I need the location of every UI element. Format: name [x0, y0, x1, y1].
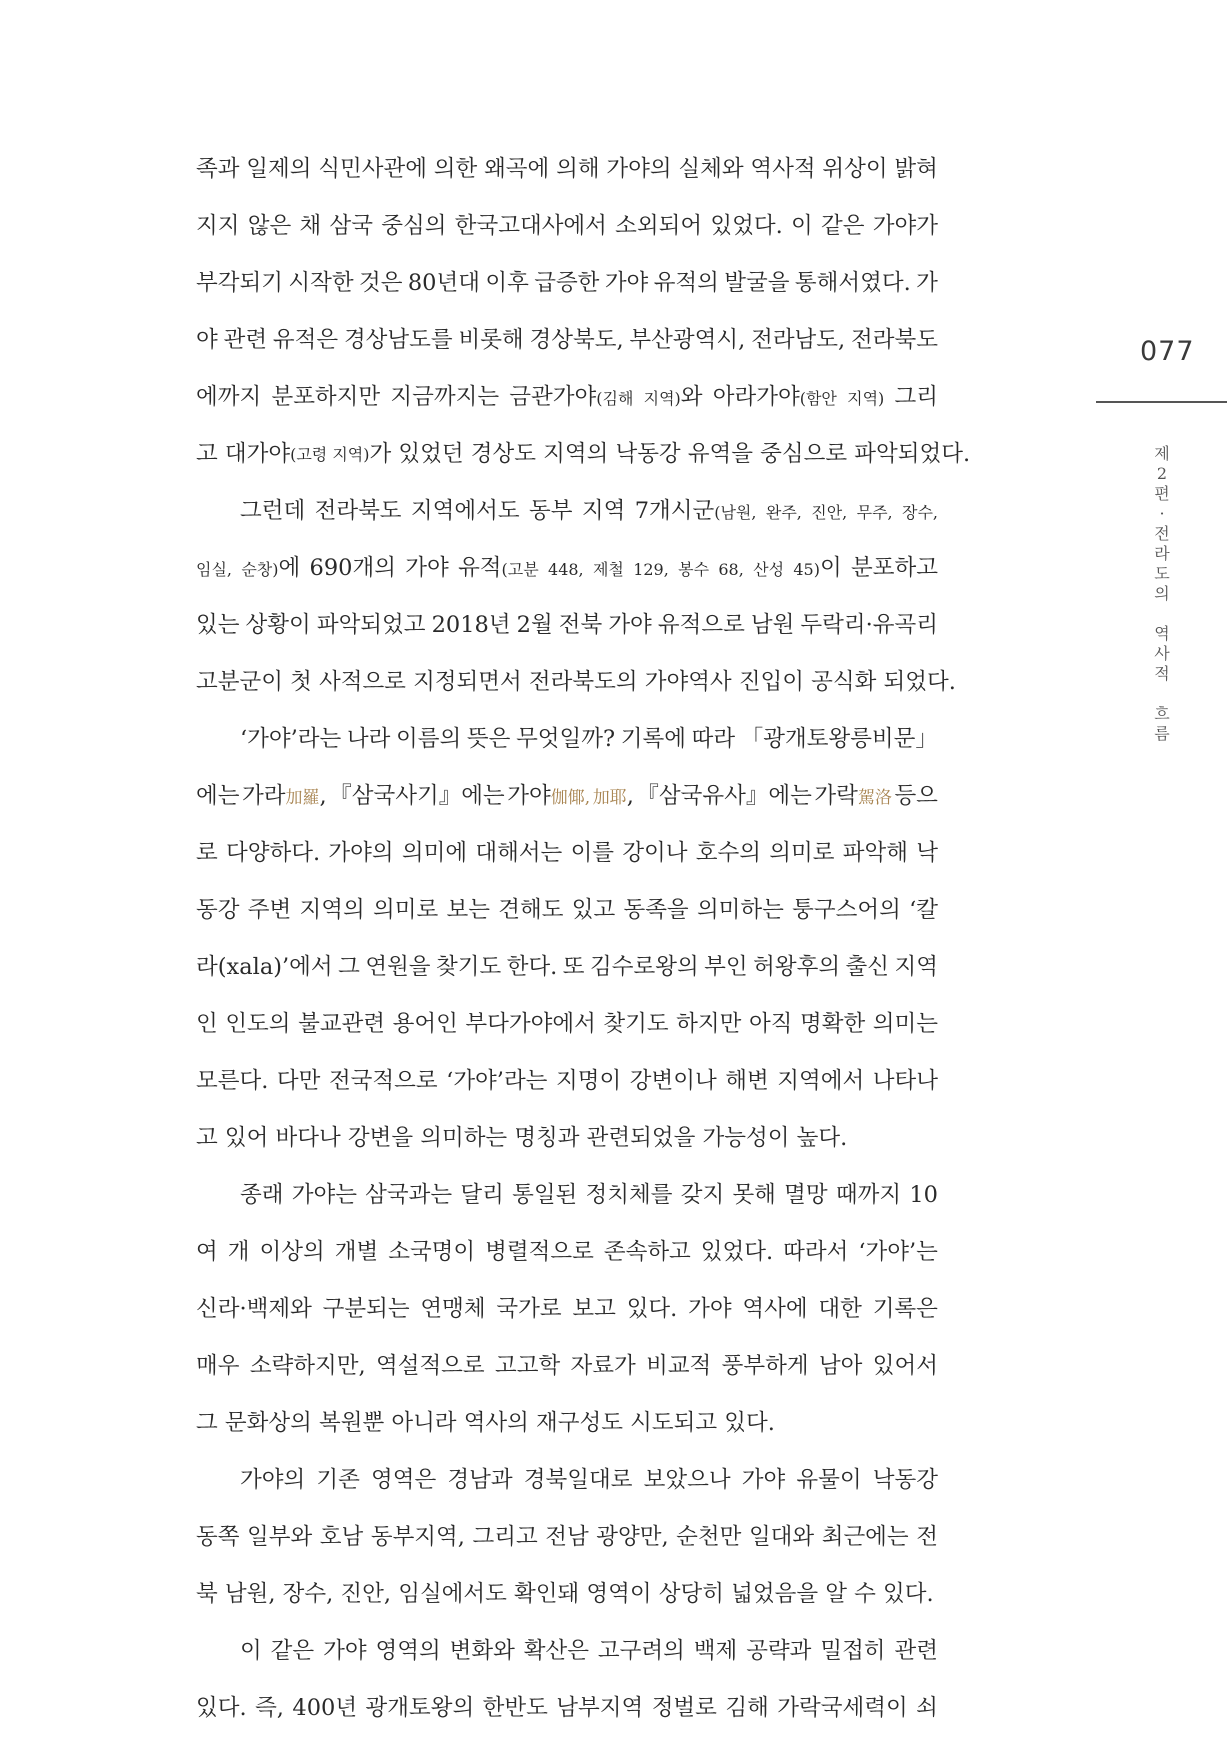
text-word: 지역 [581, 498, 626, 524]
running-head-char: 사 [1154, 644, 1170, 663]
text-word: 찾기도 [436, 954, 502, 980]
text-word: 무주, [856, 503, 893, 522]
text-word: 찾기도 [603, 1011, 669, 1037]
text-word: 풍부하게 [721, 1353, 809, 1379]
text-word: 낙 [916, 840, 938, 866]
text-word: 그런데 [240, 498, 306, 524]
text-word: 출신 [845, 954, 890, 980]
text-word: 호남 [319, 1524, 364, 1550]
text-line [196, 312, 938, 369]
text-word: 광양만, [596, 1524, 669, 1550]
text-word: 이 [791, 213, 813, 239]
text-word: 남아 [818, 1353, 863, 1379]
text-line [196, 540, 938, 597]
text-line [196, 1167, 938, 1224]
text-word: 보는 [446, 897, 490, 923]
text-word: 경남과 [447, 1467, 513, 1493]
text-word: 유물이 [796, 1467, 862, 1493]
text-word: ‘칼 [909, 897, 938, 923]
text-line [196, 1395, 938, 1452]
text-word: 전남 [545, 1524, 589, 1550]
text-word: 대한 [818, 1296, 862, 1322]
text-word: 일제의 [246, 156, 312, 182]
text-word: 10 [909, 1182, 938, 1208]
text-word: 『삼국사기』에는 [329, 783, 505, 809]
text-word: 또 [562, 954, 585, 980]
running-head-char: 의 [1154, 584, 1170, 603]
text-word: 역설적으로 [375, 1353, 485, 1379]
text-word: 공략과 [746, 1638, 812, 1664]
text-word: 정벌로 [651, 1695, 717, 1721]
text-word: 그리고 [472, 1524, 538, 1550]
text-word: 확산은 [523, 1638, 589, 1664]
text-word: 퉁구스어의 [792, 897, 901, 923]
text-word: 광개토왕의 [365, 1695, 475, 1721]
text-word: 동쪽 [196, 1524, 240, 1550]
text-word: 동부 [528, 498, 573, 524]
text-word: 파악되었고 [316, 612, 426, 638]
text-word: 위상이 [822, 156, 888, 182]
text-word: 못해 [732, 1182, 776, 1208]
running-head-char: 편 [1154, 484, 1170, 503]
text-word: 허왕후의 [753, 954, 841, 980]
text-line [196, 768, 938, 825]
text-word: 기존 [316, 1467, 360, 1493]
text-word: 부다가야에서 [465, 1011, 596, 1037]
running-head-char: · [1159, 504, 1165, 523]
text-line [196, 1566, 938, 1623]
text-word: 주변 [247, 897, 292, 923]
text-word: 2월 [516, 612, 553, 638]
text-word: 김해 [725, 1695, 769, 1721]
text-word: 정치체를 [585, 1182, 673, 1208]
text-word: 이름의 [396, 726, 462, 752]
text-word: 전국적으로 [328, 1068, 438, 1094]
text-word: 나타나 [872, 1068, 938, 1094]
text-word: 의미는 [872, 1011, 938, 1037]
text-line [196, 1281, 938, 1338]
text-word: 690개의 [309, 555, 396, 581]
text-word: 족과 [196, 156, 240, 182]
text-word: 용어인 [392, 1011, 458, 1037]
text-word: 분포하지만 [271, 384, 381, 410]
text-word: 역사에 [742, 1296, 808, 1322]
text-word: 있었다. [700, 1239, 774, 1265]
text-word: 금관가야(김해 [509, 384, 634, 410]
parenthetical-note: (고령 지역) [290, 445, 370, 464]
text-word: 가야 [323, 1638, 367, 1664]
text-word: 통일된 [512, 1182, 578, 1208]
text-word: 멸망 [784, 1182, 828, 1208]
text-line [196, 1680, 938, 1737]
text-word: 연맹체 [420, 1296, 486, 1322]
text-word: 있고 [571, 897, 616, 923]
text-word: 라(xala)’에서 [196, 954, 333, 980]
text-word: 지역)와 [643, 384, 703, 410]
text-word: 지역 [894, 954, 938, 980]
text-word: 가야 [608, 612, 652, 638]
text-word: 유적으로 [657, 612, 745, 638]
text-word: 의미하는 [696, 897, 784, 923]
text-word: 가야의 [606, 156, 672, 182]
text-word: 「광개토왕릉비문」 [740, 726, 938, 752]
text-word: 야 [196, 327, 218, 353]
text-line [196, 1224, 938, 1281]
text-word: 관련 [223, 327, 268, 353]
text-word: 있다. [626, 1296, 678, 1322]
text-word: 한국고대사에서 [454, 213, 607, 239]
text-word: 산성 [753, 560, 785, 579]
text-word: 고고학 [494, 1353, 561, 1379]
text-word: 가야의 [240, 1467, 306, 1493]
text-line [196, 597, 938, 654]
text-word: 낙동강 [872, 1467, 938, 1493]
text-word: 실체와 [678, 156, 744, 182]
text-word: 가야의 [328, 840, 394, 866]
text-word: 김수로왕의 [590, 954, 699, 980]
text-word: 제철 [592, 560, 624, 579]
text-word: 하지만 [676, 1011, 742, 1037]
text-word: 같은 [270, 1638, 315, 1664]
text-word: 가야 [688, 1296, 732, 1322]
text-word: 일대와 [748, 1524, 815, 1550]
text-line [196, 939, 938, 996]
text-word: 존속하고 [603, 1239, 691, 1265]
text-word: 가야 [741, 1467, 786, 1493]
text-word: 129, [633, 560, 669, 579]
text-line [196, 369, 938, 426]
text-word: 의한 [433, 156, 478, 182]
text-word: 종래 [240, 1182, 284, 1208]
text-word: 소외되어 [615, 213, 703, 239]
text-word: ‘가야’라는 [240, 726, 342, 752]
text-word: 채 [299, 213, 322, 239]
text-word: 고구려의 [597, 1638, 685, 1664]
running-head-char: 제 [1154, 444, 1170, 463]
text-word: 지역) [847, 389, 885, 408]
text-word: 이 [240, 1638, 262, 1664]
text-word: 지역에서도 [410, 498, 520, 524]
text-word: 80년대 [407, 270, 480, 296]
text-word: 장수, [901, 503, 938, 522]
text-word: 448, [548, 560, 584, 579]
text-word: 연원을 [365, 954, 431, 980]
text-word: 전라북도 [314, 498, 402, 524]
text-run: 가 있었던 경상도 지역의 낙동강 유역을 중심으로 파악되었다. [369, 441, 971, 467]
text-word: 가야伽倻, [507, 783, 591, 809]
running-head-char: 도 [1154, 564, 1170, 583]
text-word: 경북일대로 [523, 1467, 633, 1493]
text-word: 명확한 [799, 1011, 866, 1037]
text-line [196, 711, 938, 768]
text-run: 고 있어 바다나 강변을 의미하는 명칭과 관련되었을 가능성이 높다. [196, 1125, 848, 1151]
text-word: 왜곡에 [484, 156, 550, 182]
text-word: 가락駕洛 [814, 783, 892, 809]
text-word: 상황이 [245, 612, 311, 638]
text-word: 유적(고분 [458, 555, 539, 581]
text-word: 비롯해 [458, 327, 524, 353]
text-line [196, 255, 938, 312]
text-word: 지지 [196, 213, 240, 239]
text-word: 전라남도, [751, 327, 846, 353]
text-word: 인도의 [225, 1011, 291, 1037]
text-word: 불교관련 [298, 1011, 386, 1037]
text-word: 에까지 [196, 384, 262, 410]
text-word: ‘가야’라는 [446, 1068, 548, 1094]
text-word: 있었다. [710, 213, 783, 239]
text-word: 삼국과는 [365, 1182, 453, 1208]
text-word: 동부지역, [370, 1524, 465, 1550]
text-word: 따라 [691, 726, 736, 752]
text-word: 가야 [405, 555, 449, 581]
text-word: 한다. [506, 954, 558, 980]
text-word: 의해 [556, 156, 600, 182]
text-word: 호수의 [695, 840, 762, 866]
text-line [196, 1338, 938, 1395]
text-word: 남원 [750, 612, 795, 638]
text-word: 순창)에 [241, 555, 301, 581]
text-word: 두락리·유곡리 [800, 612, 938, 638]
text-word: 유적의 [653, 270, 719, 296]
text-word: 에는 [196, 783, 240, 809]
text-word: 나라 [346, 726, 391, 752]
text-word: 변화와 [449, 1638, 515, 1664]
header-rule [1096, 401, 1227, 403]
text-run: 고분군이 첫 사적으로 지정되면서 전라북도의 가야역사 진입이 공식화 되었다. [196, 669, 956, 695]
text-word: 것은 [358, 270, 403, 296]
text-word: 밀접히 [820, 1638, 886, 1664]
text-word: 임실, [196, 560, 232, 579]
text-word: 강이나 [622, 840, 688, 866]
text-word: 의미로 [372, 897, 439, 923]
text-line [196, 1623, 938, 1680]
text-word: 모른다. [196, 1068, 269, 1094]
text-word: 지명이 [555, 1068, 622, 1094]
text-word: 해변 [725, 1068, 769, 1094]
text-word: 기록은 [872, 1296, 938, 1322]
text-word: 완주, [765, 503, 802, 522]
text-word: 중심의 [381, 213, 447, 239]
text-line [196, 996, 938, 1053]
text-word: 전북 [558, 612, 603, 638]
text-word: 식민사관에 [318, 156, 427, 182]
text-word: 있다. [196, 1695, 247, 1721]
running-head-char: 2 [1156, 464, 1168, 483]
text-word: 진안, [811, 503, 848, 522]
text-word: 달리 [460, 1182, 504, 1208]
text-word: 이후 [485, 270, 529, 296]
text-word: 이를 [570, 840, 615, 866]
running-head-char: 흐 [1154, 704, 1170, 723]
text-word: 관련 [894, 1638, 938, 1664]
running-head-char: 적 [1154, 664, 1170, 683]
text-word: ‘가야’는 [858, 1239, 938, 1265]
text-word: 시작한 [288, 270, 354, 296]
text-word: 동족을 [623, 897, 689, 923]
text-word: 보았으나 [643, 1467, 731, 1493]
text-word: 통해서였다. [794, 270, 911, 296]
text-word: 여 [196, 1239, 218, 1265]
text-word: 매우 [196, 1353, 240, 1379]
text-word: 의미에 [401, 840, 468, 866]
text-word: 동강 [196, 897, 240, 923]
body-text [196, 141, 971, 1737]
text-word: 소략하지만, [249, 1353, 366, 1379]
text-word: 밝혀 [894, 156, 938, 182]
text-word: 따라서 [783, 1239, 849, 1265]
text-word: 지역에서 [777, 1068, 865, 1094]
text-run: 그 문화상의 복원뿐 아니라 역사의 재구성도 시도되고 있다. [196, 1410, 775, 1436]
text-word: 쇠 [916, 1695, 938, 1721]
text-word: 때까지 [835, 1182, 902, 1208]
text-word: 견해도 [498, 897, 564, 923]
text-word: 가야는 [291, 1182, 357, 1208]
text-word: 보고 [572, 1296, 616, 1322]
text-word: 그 [338, 954, 360, 980]
text-word: 가야 [604, 270, 649, 296]
text-word: 유적은 [272, 327, 339, 353]
text-word: 역사적 [750, 156, 816, 182]
text-word: 아라가야(함안 [712, 384, 837, 410]
text-word: 즉, [255, 1695, 284, 1721]
text-word: 전 [916, 1524, 938, 1550]
text-word: 영역은 [371, 1467, 437, 1493]
text-word: 소국명이 [388, 1239, 476, 1265]
text-word: 영역의 [375, 1638, 441, 1664]
text-word: 부각되기 [196, 270, 283, 296]
text-word: 비교적 [646, 1353, 712, 1379]
text-line [196, 1509, 938, 1566]
text-word: 순천만 [676, 1524, 742, 1550]
text-line [196, 198, 938, 255]
text-word: 개 [227, 1239, 250, 1265]
text-word: 등으 [894, 783, 938, 809]
running-head-char [1150, 604, 1174, 624]
text-word: 있는 [196, 612, 240, 638]
text-word: 400년 [292, 1695, 358, 1721]
text-word: 신라·백제와 [196, 1296, 312, 1322]
text-line [196, 1053, 938, 1110]
text-word: 않은 [247, 213, 292, 239]
running-head-char: 전 [1154, 524, 1170, 543]
text-word: 있어서 [872, 1353, 938, 1379]
text-word: 개별 [334, 1239, 379, 1265]
text-word: 기록에 [620, 726, 686, 752]
text-word: 봉수 [678, 560, 710, 579]
running-head-char: 름 [1154, 724, 1170, 743]
text-line [196, 1110, 938, 1167]
text-word: 일부와 [247, 1524, 313, 1550]
text-word: 무엇일까? [516, 726, 616, 752]
running-head [1150, 444, 1174, 744]
text-word: 가야가 [872, 213, 938, 239]
text-word: 급증한 [534, 270, 600, 296]
text-word: 인 [196, 1011, 218, 1037]
text-word: 최근에는 [821, 1524, 909, 1550]
running-head-char: 역 [1154, 624, 1170, 643]
text-word: 백제 [693, 1638, 738, 1664]
page-number: 077 [1140, 336, 1195, 367]
text-word: 『삼국유사』에는 [636, 783, 812, 809]
text-word: 다양하다. [226, 840, 321, 866]
text-line [196, 825, 938, 882]
text-word: 부인 [704, 954, 748, 980]
text-word: 경상북도, [529, 327, 624, 353]
text-word: 대해서는 [475, 840, 563, 866]
text-word: 남부지역 [556, 1695, 644, 1721]
text-word: 다만 [276, 1068, 321, 1094]
text-word: 지역의 [299, 897, 365, 923]
text-word: 삼국 [329, 213, 373, 239]
text-word: 자료가 [570, 1353, 636, 1379]
text-word: 분포하고 [851, 555, 938, 581]
running-head-char [1150, 684, 1174, 704]
text-line [196, 141, 938, 198]
text-word: 전라북도 [851, 327, 938, 353]
text-word: 가라加羅, [242, 783, 327, 809]
text-word: 로 [196, 840, 218, 866]
text-word: 병렬적으로 [485, 1239, 594, 1265]
text-word: 의미로 [769, 840, 835, 866]
text-word: 2018년 [431, 612, 511, 638]
text-word: 7개시군(남원, [634, 498, 757, 524]
text-word: 그리 [894, 384, 938, 410]
text-word: 加耶, [592, 783, 634, 809]
text-word: 국가로 [496, 1296, 562, 1322]
text-run: 북 남원, 장수, 진안, 임실에서도 확인돼 영역이 상당히 넓었음을 알 수 있다. [196, 1581, 934, 1607]
text-word: 45)이 [793, 555, 842, 581]
text-line [196, 882, 938, 939]
text-word: 부산광역시, [629, 327, 746, 353]
running-head-char: 라 [1154, 544, 1170, 563]
text-line [196, 426, 971, 483]
text-word: 경상남도를 [343, 327, 453, 353]
text-word: 같은 [821, 213, 865, 239]
text-word: 한반도 [482, 1695, 548, 1721]
text-line [196, 1452, 938, 1509]
text-word: 강변이나 [629, 1068, 717, 1094]
text-word: 아직 [748, 1011, 793, 1037]
text-word: 뜻은 [466, 726, 511, 752]
text-run: 고 대가야 [196, 441, 291, 467]
text-word: 가락국세력이 [777, 1695, 908, 1721]
text-word: 갖지 [680, 1182, 725, 1208]
text-word: 구분되는 [322, 1296, 410, 1322]
text-line [196, 483, 938, 540]
text-word: 가 [916, 270, 938, 296]
text-line [196, 654, 956, 711]
text-word: 파악해 [842, 840, 908, 866]
text-word: 68, [718, 560, 744, 579]
text-word: 발굴을 [724, 270, 790, 296]
text-word: 이상의 [259, 1239, 325, 1265]
text-word: 지금까지는 [390, 384, 500, 410]
